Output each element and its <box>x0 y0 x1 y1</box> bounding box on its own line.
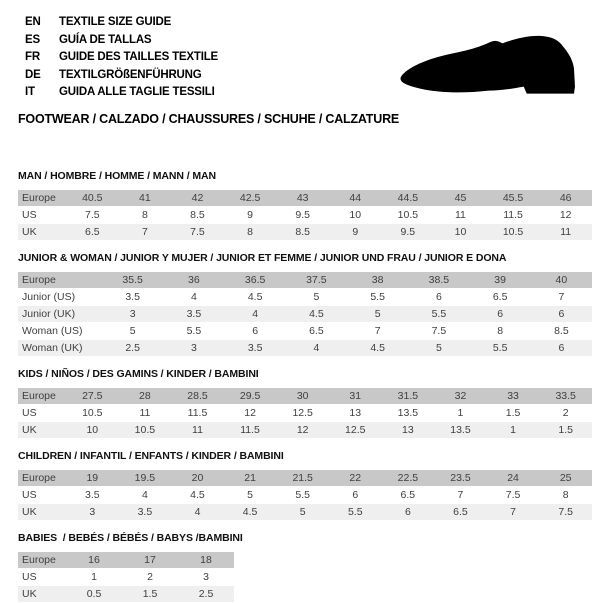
row-label: US <box>18 207 66 223</box>
category-title: FOOTWEAR / CALZADO / CHAUSSURES / SCHUHE / CALZATURE <box>18 111 400 126</box>
size-cell: 6 <box>382 504 435 520</box>
size-cell: 4 <box>225 306 286 322</box>
size-cell: 16 <box>66 552 122 568</box>
table-row <box>18 272 592 288</box>
size-cell: 44 <box>329 190 382 206</box>
size-cell: 46 <box>539 190 592 206</box>
row-label: Woman (US) <box>18 323 102 339</box>
size-cell: 23.5 <box>434 470 487 486</box>
size-cell: 42 <box>171 190 224 206</box>
section-title: CHILDREN / INFANTIL / ENFANTS / KINDER / BAMBINI <box>18 449 284 462</box>
size-cell: 6.5 <box>434 504 487 520</box>
language-label: GUIDE DES TAILLES TEXTILE <box>59 51 218 63</box>
size-cell: 3.5 <box>225 340 286 356</box>
size-cell: 3 <box>66 504 119 520</box>
size-cell: 7 <box>119 224 172 240</box>
size-cell: 38.5 <box>408 272 469 288</box>
table-row <box>18 504 592 520</box>
language-label: GUIDA ALLE TAGLIE TESSILI <box>59 86 215 98</box>
size-cell: 6 <box>329 487 382 503</box>
size-cell: 12 <box>539 207 592 223</box>
size-cell: 8.5 <box>531 323 592 339</box>
size-cell: 31 <box>329 388 382 404</box>
section-babies <box>18 532 600 603</box>
table-row <box>18 323 592 339</box>
size-cell: 36 <box>163 272 224 288</box>
table-row <box>18 422 592 438</box>
size-cell: 9 <box>329 224 382 240</box>
size-cell: 6 <box>408 289 469 305</box>
size-cell: 20 <box>171 470 224 486</box>
language-label: TEXTILE SIZE GUIDE <box>59 16 172 28</box>
size-cell: 4 <box>171 504 224 520</box>
size-table-babies <box>18 551 234 603</box>
size-cell: 5 <box>347 306 408 322</box>
size-cell: 2 <box>122 569 178 585</box>
table-row <box>18 405 592 421</box>
shoe-icon <box>392 24 578 100</box>
size-cell: 40.5 <box>66 190 119 206</box>
size-cell: 10 <box>66 422 119 438</box>
row-label: Junior (UK) <box>18 306 102 322</box>
size-cell: 6 <box>531 340 592 356</box>
table-row <box>18 224 592 240</box>
size-cell: 13.5 <box>434 422 487 438</box>
size-cell: 4 <box>119 487 172 503</box>
size-cell: 6.5 <box>66 224 119 240</box>
size-cell: 19.5 <box>119 470 172 486</box>
row-label: UK <box>18 224 66 240</box>
size-cell: 4.5 <box>224 504 277 520</box>
size-cell: 5.5 <box>470 340 531 356</box>
size-cell: 29.5 <box>224 388 277 404</box>
size-cell: 5 <box>224 487 277 503</box>
size-cell: 11 <box>171 422 224 438</box>
size-table-man <box>18 189 592 241</box>
size-cell: 28.5 <box>171 388 224 404</box>
size-cell: 3.5 <box>66 487 119 503</box>
size-cell: 11 <box>539 224 592 240</box>
size-cell: 19 <box>66 470 119 486</box>
size-cell: 24 <box>487 470 540 486</box>
table-row <box>18 340 592 356</box>
size-cell: 38 <box>347 272 408 288</box>
size-cell: 35.5 <box>102 272 163 288</box>
size-cell: 10.5 <box>382 207 435 223</box>
row-label: Junior (US) <box>18 289 102 305</box>
section-junior-woman <box>18 252 600 357</box>
size-cell: 13 <box>382 422 435 438</box>
size-cell: 5 <box>102 323 163 339</box>
size-cell: 4.5 <box>286 306 347 322</box>
size-cell: 1 <box>487 422 540 438</box>
size-cell: 45 <box>434 190 487 206</box>
size-table-junior-woman <box>18 271 592 357</box>
size-cell: 33.5 <box>539 388 592 404</box>
row-label: US <box>18 487 66 503</box>
size-cell: 17 <box>122 552 178 568</box>
section-man <box>18 170 600 241</box>
size-cell: 2 <box>539 405 592 421</box>
size-cell: 6.5 <box>470 289 531 305</box>
size-cell: 8 <box>470 323 531 339</box>
size-table-kids <box>18 387 592 439</box>
size-cell: 5.5 <box>276 487 329 503</box>
size-cell: 42.5 <box>224 190 277 206</box>
size-cell: 10.5 <box>487 224 540 240</box>
size-cell: 40 <box>531 272 592 288</box>
size-cell: 4 <box>286 340 347 356</box>
language-code: DE <box>25 68 41 81</box>
size-cell: 5 <box>286 289 347 305</box>
size-cell: 33 <box>487 388 540 404</box>
language-code: FR <box>25 51 40 63</box>
size-cell: 13.5 <box>382 405 435 421</box>
size-cell: 8 <box>224 224 277 240</box>
size-cell: 3.5 <box>119 504 172 520</box>
size-cell: 2.5 <box>178 586 234 602</box>
row-label: Europe <box>18 388 66 404</box>
size-cell: 7 <box>347 323 408 339</box>
size-cell: 11.5 <box>171 405 224 421</box>
size-cell: 11 <box>434 207 487 223</box>
size-cell: 1.5 <box>487 405 540 421</box>
section-children <box>18 450 600 521</box>
size-cell: 7.5 <box>408 323 469 339</box>
size-cell: 21 <box>224 470 277 486</box>
table-row <box>18 487 592 503</box>
size-cell: 18 <box>178 552 234 568</box>
size-cell: 7 <box>487 504 540 520</box>
size-cell: 45.5 <box>487 190 540 206</box>
size-cell: 8.5 <box>171 207 224 223</box>
size-cell: 22 <box>329 470 382 486</box>
table-row <box>18 586 234 602</box>
row-label: UK <box>18 422 66 438</box>
size-cell: 3 <box>102 306 163 322</box>
row-label: UK <box>18 586 66 602</box>
size-cell: 0.5 <box>66 586 122 602</box>
size-cell: 12 <box>276 422 329 438</box>
size-cell: 41 <box>119 190 172 206</box>
row-label: US <box>18 569 66 585</box>
size-cell: 3.5 <box>102 289 163 305</box>
size-cell: 31.5 <box>382 388 435 404</box>
size-cell: 12.5 <box>329 422 382 438</box>
row-label: US <box>18 405 66 421</box>
size-cell: 30 <box>276 388 329 404</box>
row-label: UK <box>18 504 66 520</box>
size-cell: 5.5 <box>329 504 382 520</box>
size-cell: 6 <box>470 306 531 322</box>
table-row <box>18 470 592 486</box>
table-row <box>18 289 592 305</box>
size-cell: 1 <box>434 405 487 421</box>
size-cell: 5.5 <box>408 306 469 322</box>
table-row <box>18 388 592 404</box>
language-label: GUÍA DE TALLAS <box>59 33 152 46</box>
size-cell: 4.5 <box>347 340 408 356</box>
size-cell: 8 <box>539 487 592 503</box>
row-label: Europe <box>18 272 102 288</box>
size-cell: 39 <box>470 272 531 288</box>
size-cell: 4 <box>163 289 224 305</box>
table-row <box>18 306 592 322</box>
size-cell: 12 <box>224 405 277 421</box>
size-cell: 37.5 <box>286 272 347 288</box>
size-cell: 10 <box>434 224 487 240</box>
table-row <box>18 569 234 585</box>
size-cell: 7 <box>434 487 487 503</box>
size-cell: 5.5 <box>163 323 224 339</box>
size-cell: 4.5 <box>171 487 224 503</box>
section-kids <box>18 368 600 439</box>
size-cell: 9.5 <box>276 207 329 223</box>
language-code: IT <box>25 86 35 98</box>
size-cell: 4.5 <box>225 289 286 305</box>
size-cell: 11 <box>119 405 172 421</box>
section-title: JUNIOR & WOMAN / JUNIOR Y MUJER / JUNIOR ET FEMME / JUNIOR UND FRAU / JUNIOR E DONA <box>18 251 507 264</box>
size-cell: 5 <box>408 340 469 356</box>
size-cell: 9 <box>224 207 277 223</box>
size-cell: 3 <box>178 569 234 585</box>
size-cell: 10 <box>329 207 382 223</box>
size-cell: 12.5 <box>276 405 329 421</box>
size-cell: 10.5 <box>119 422 172 438</box>
size-cell: 22.5 <box>382 470 435 486</box>
row-label: Europe <box>18 552 66 568</box>
size-cell: 13 <box>329 405 382 421</box>
size-table-children <box>18 469 592 521</box>
size-cell: 28 <box>119 388 172 404</box>
size-cell: 11.5 <box>224 422 277 438</box>
table-row <box>18 207 592 223</box>
size-cell: 1.5 <box>539 422 592 438</box>
row-label: Woman (UK) <box>18 340 102 356</box>
size-cell: 7.5 <box>171 224 224 240</box>
size-cell: 5 <box>276 504 329 520</box>
size-cell: 1.5 <box>122 586 178 602</box>
size-cell: 43 <box>276 190 329 206</box>
size-cell: 25 <box>539 470 592 486</box>
size-cell: 3 <box>163 340 224 356</box>
size-cell: 8.5 <box>276 224 329 240</box>
size-cell: 2.5 <box>102 340 163 356</box>
size-cell: 11.5 <box>487 207 540 223</box>
section-title: MAN / HOMBRE / HOMME / MANN / MAN <box>18 169 216 182</box>
size-cell: 7.5 <box>487 487 540 503</box>
size-cell: 10.5 <box>66 405 119 421</box>
size-cell: 8 <box>119 207 172 223</box>
size-cell: 36.5 <box>225 272 286 288</box>
size-cell: 7 <box>531 289 592 305</box>
language-label: TEXTILGRÖßENFÜHRUNG <box>59 68 202 81</box>
size-cell: 6 <box>225 323 286 339</box>
language-code: EN <box>25 16 41 28</box>
size-cell: 9.5 <box>382 224 435 240</box>
section-title: KIDS / NIÑOS / DES GAMINS / KINDER / BAMBINI <box>18 367 259 380</box>
row-label: Europe <box>18 470 66 486</box>
size-cell: 44.5 <box>382 190 435 206</box>
row-label: Europe <box>18 190 66 206</box>
size-cell: 7.5 <box>539 504 592 520</box>
size-cell: 1 <box>66 569 122 585</box>
size-cell: 5.5 <box>347 289 408 305</box>
size-cell: 21.5 <box>276 470 329 486</box>
table-row <box>18 552 234 568</box>
size-cell: 3.5 <box>163 306 224 322</box>
size-cell: 6.5 <box>382 487 435 503</box>
size-cell: 32 <box>434 388 487 404</box>
size-cell: 6.5 <box>286 323 347 339</box>
size-cell: 6 <box>531 306 592 322</box>
size-cell: 7.5 <box>66 207 119 223</box>
language-code: ES <box>25 33 40 46</box>
table-row <box>18 190 592 206</box>
section-title: BABIES / BEBÉS / BÉBÉS / BABYS /BAMBINI <box>18 531 243 544</box>
size-cell: 27.5 <box>66 388 119 404</box>
